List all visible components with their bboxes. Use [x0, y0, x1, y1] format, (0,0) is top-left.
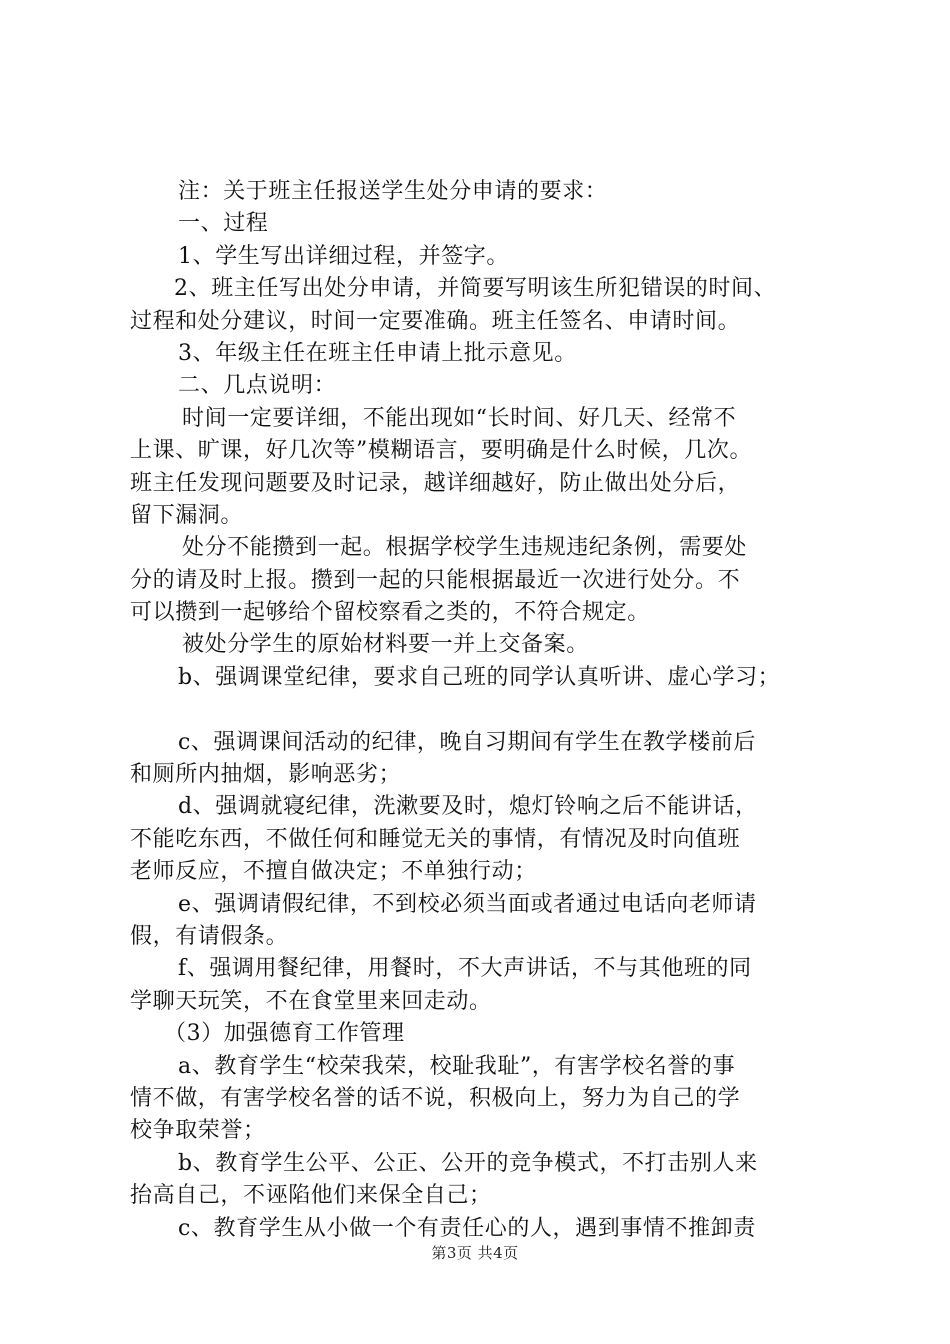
text-line: b、教育学生公平、公正、公开的竞争模式，不打击别人来 [178, 1150, 758, 1176]
text-line: 不能吃东西，不做任何和睡觉无关的事情，有情况及时向值班 [130, 826, 741, 852]
text-line: 处分不能攒到一起。根据学校学生违规违纪条例，需要处 [182, 535, 748, 561]
text-line: f、强调用餐纪律，用餐时，不大声讲话，不与其他班的同 [178, 956, 752, 982]
text-line: 分的请及时上报。攒到一起的只能根据最近一次进行处分。不 [130, 567, 741, 593]
text-line: 老师反应，不擅自做决定；不单独行动； [130, 859, 537, 885]
page-footer: 第3页 共4页 [431, 1244, 519, 1262]
text-line: 时间一定要详细，不能出现如“长时间、好几天、经常不 [182, 405, 737, 431]
text-line: 留下漏洞。 [130, 502, 244, 528]
text-line: a、教育学生“校荣我荣，校耻我耻”，有害学校名誉的事 [178, 1053, 736, 1079]
text-line: 班主任发现问题要及时记录，越详细越好，防止做出处分后， [130, 470, 741, 496]
text-line: 抬高自己，不诬陷他们来保全自己； [130, 1183, 492, 1209]
text-line: 过程和处分建议，时间一定要准确。班主任签名、申请时间。 [130, 308, 741, 334]
text-line: 上课、旷课，好几次等”模糊语言，要明确是什么时候，几次。 [130, 438, 753, 464]
text-line: 1、学生写出详细过程，并签字。 [178, 243, 509, 269]
text-line: 二、几点说明： [178, 373, 337, 399]
text-line: 校争取荣誉； [130, 1118, 266, 1144]
text-line: e、强调请假纪律，不到校必须当面或者通过电话向老师请 [178, 891, 757, 917]
text-line: 一、过程 [178, 211, 269, 237]
text-line: 注：关于班主任报送学生处分申请的要求： [178, 179, 608, 204]
document-body [130, 176, 830, 1245]
text-line: c、强调课间活动的纪律，晚自习期间有学生在教学楼前后 [178, 729, 756, 755]
text-line: d、强调就寝纪律，洗漱要及时，熄灯铃响之后不能讲话， [178, 794, 758, 820]
text-line: 可以攒到一起够给个留校察看之类的，不符合规定。 [130, 600, 650, 626]
text-line: 假，有请假条。 [130, 923, 289, 949]
text-line: 3、年级主任在班主任申请上批示意见。 [178, 340, 577, 366]
text-line: 被处分学生的原始材料要一并上交备案。 [182, 632, 589, 658]
text-line: 和厕所内抽烟，影响恶劣； [130, 762, 402, 788]
text-line: b、强调课堂纪律，要求自己班的同学认真听讲、虚心学习； [178, 664, 781, 690]
text-line [130, 694, 830, 726]
text-line: 学聊天玩笑，不在食堂里来回走动。 [130, 988, 492, 1014]
text-line: c、教育学生从小做一个有责任心的人，遇到事情不推卸责 [178, 1215, 756, 1241]
text-line: 2、班主任写出处分申请，并简要写明该生所犯错误的时间、 [174, 276, 777, 302]
text-line: 情不做，有害学校名誉的话不说，积极向上，努力为自己的学 [130, 1085, 741, 1111]
text-line: （3）加强德育工作管理 [164, 1021, 405, 1047]
